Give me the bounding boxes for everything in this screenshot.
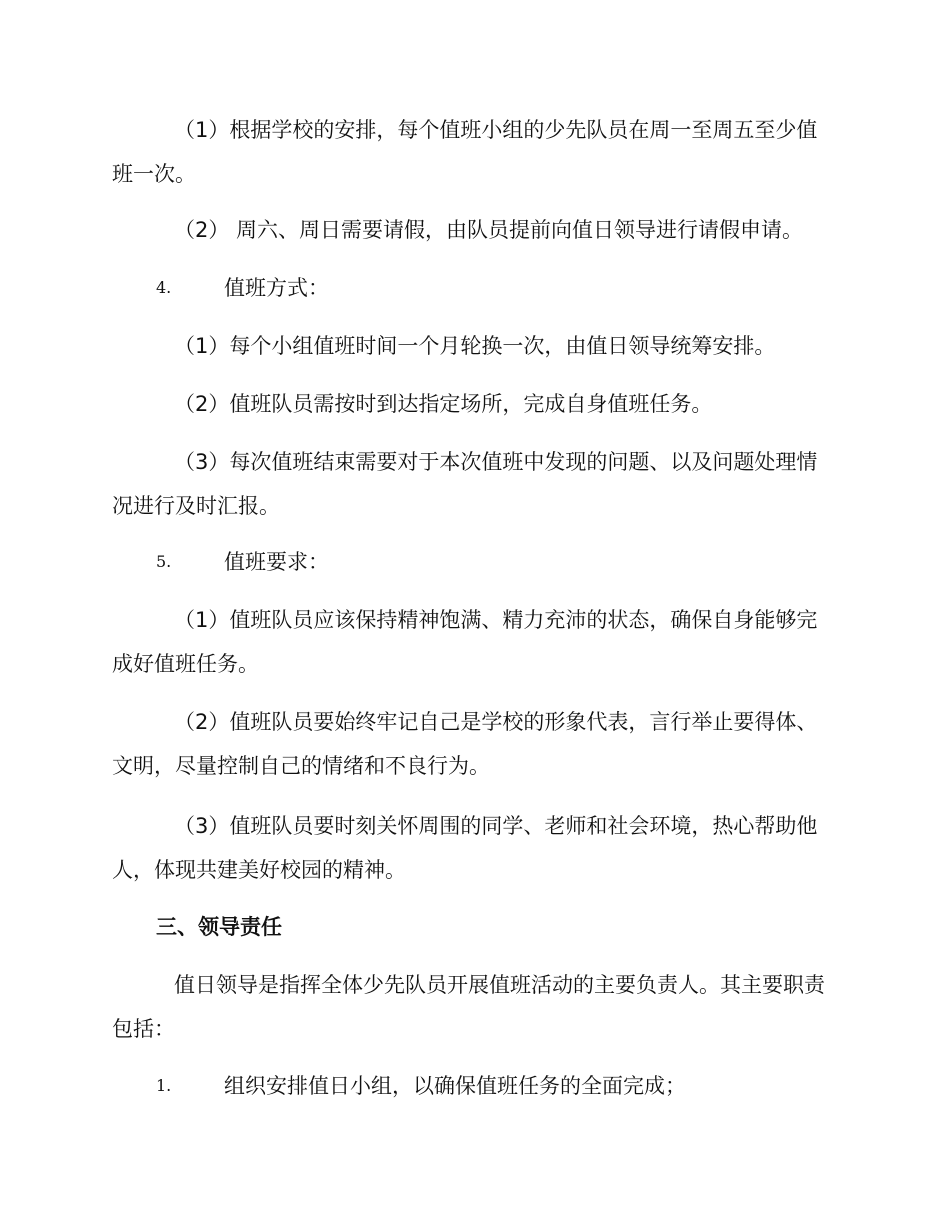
list-item-text: 组织安排值日小组，以确保值班任务的全面完成； [224,1074,686,1098]
list-item-text: 值班方式： [224,276,329,300]
paragraph-duty-frequency: （1）根据学校的安排，每个值班小组的少先队员在周一至周五至少值班一次。 [112,118,818,186]
paragraph-care: （3）值班队员要时刻关怀周围的同学、老师和社会环境，热心帮助他人，体现共建美好校园的精神。 [112,814,818,882]
list-item-5 [0,540,950,584]
paragraph-report: （3）每次值班结束需要对于本次值班中发现的问题、以及问题处理情况进行及时汇报。 [112,450,818,518]
section-heading: 三、领导责任 [156,915,282,939]
paragraph-rotation: （1）每个小组值班时间一个月轮换一次，由值日领导统筹安排。 [174,334,776,358]
list-number: 1. [156,1076,172,1095]
paragraph-image: （2）值班队员要始终牢记自己是学校的形象代表，言行举止要得体、文明，尽量控制自己的情绪和不良行为。 [112,710,818,778]
list-number: 5. [156,552,172,571]
paragraph-leader-role: 值日领导是指挥全体少先队员开展值班活动的主要负责人。其主要职责包括： [112,973,825,1041]
list-item-text: 值班要求： [224,550,329,574]
list-number: 4. [156,278,172,297]
list-item-1 [0,1064,950,1108]
paragraph-weekend-leave: （2） 周六、周日需要请假，由队员提前向值日领导进行请假申请。 [174,218,804,242]
paragraph-energy: （1）值班队员应该保持精神饱满、精力充沛的状态，确保自身能够完成好值班任务。 [112,608,818,676]
paragraph-on-time: （2）值班队员需按时到达指定场所，完成自身值班任务。 [174,392,713,416]
list-item-4 [0,266,950,310]
